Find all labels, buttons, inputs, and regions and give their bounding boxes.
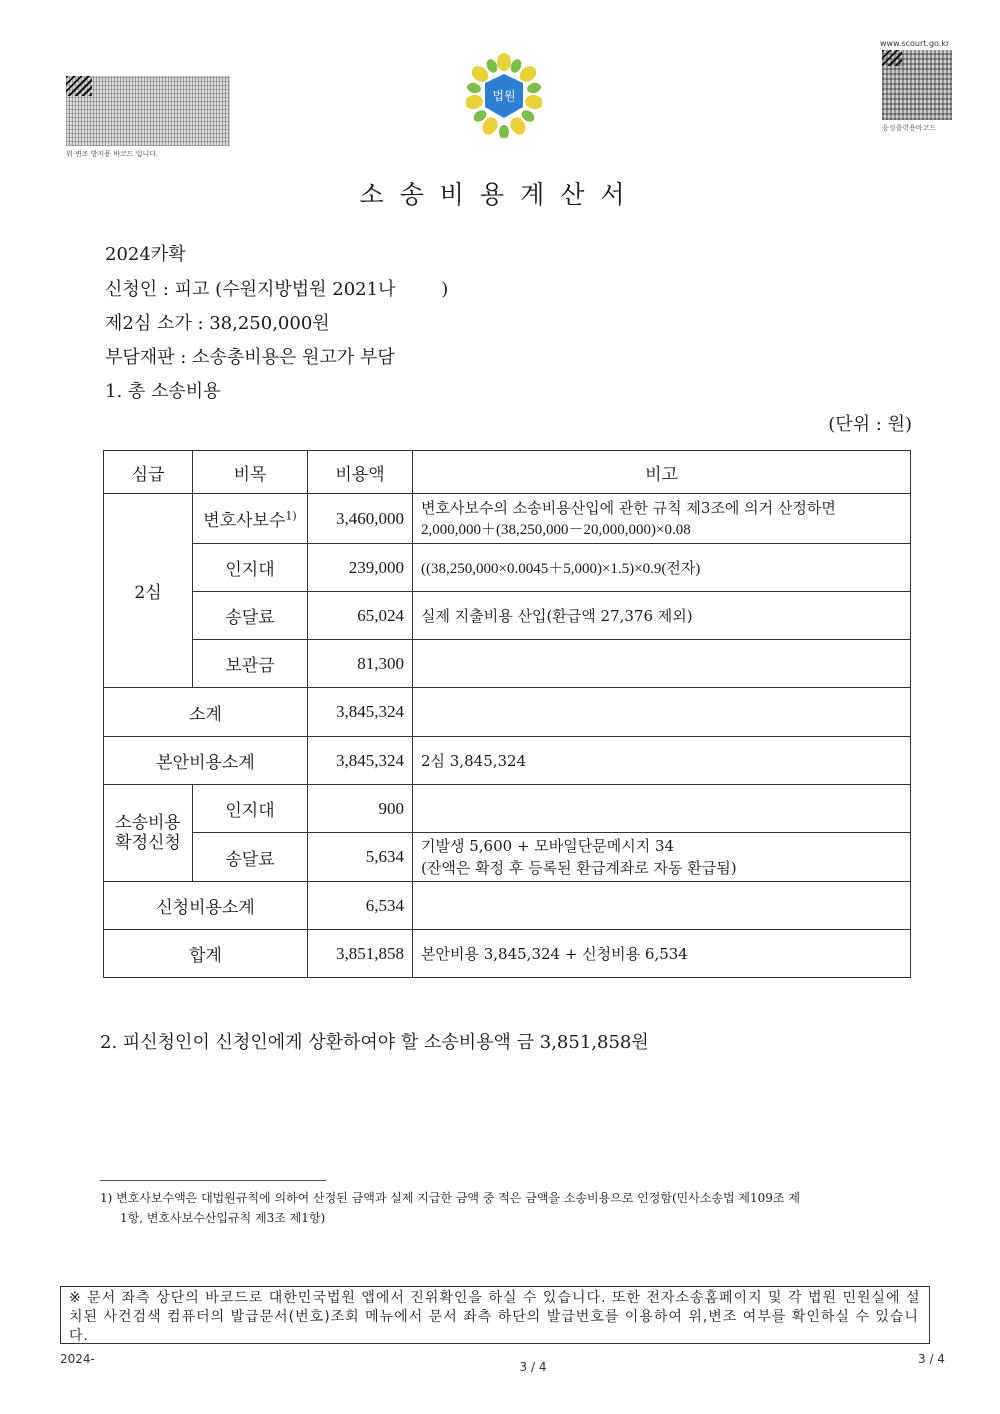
- total-row: [104, 930, 911, 978]
- total-note: 본안비용 3,845,324 + 신청비용 6,534: [413, 930, 911, 978]
- apply-subtotal-note: [413, 882, 911, 930]
- court-emblem-icon: [466, 52, 542, 138]
- unit-label: (단위 : 원): [828, 414, 912, 435]
- table-row: [104, 833, 911, 882]
- subtotal-note: [413, 688, 911, 737]
- table-row: [104, 640, 911, 688]
- court-url: www.scourt.go.kr: [880, 39, 950, 48]
- footnote-divider: [100, 1180, 326, 1181]
- note-cell: [413, 494, 911, 544]
- amount-cell: 900: [308, 785, 413, 833]
- note-cell: [413, 833, 911, 882]
- footnote: [100, 1188, 914, 1228]
- claim-value-line: 제2심 소가 : 38,250,000원: [105, 313, 330, 334]
- main-subtotal-row: [104, 737, 911, 785]
- table-row: [104, 592, 911, 640]
- header-note: 비고: [413, 451, 911, 494]
- apply-subtotal-label: 신청비용소계: [104, 882, 308, 930]
- subtotal-row: [104, 688, 911, 737]
- item-cell: [193, 494, 308, 544]
- qr-caption: 음성출력용바코드: [882, 124, 937, 132]
- confirm-label: 소송비용 확정신청: [104, 785, 193, 882]
- page-number-center: 3 / 4: [519, 1360, 547, 1374]
- table-row: [104, 544, 911, 592]
- apply-subtotal-row: [104, 882, 911, 930]
- item-cell: 인지대: [193, 544, 308, 592]
- burden-line: 부담재판 : 소송총비용은 원고가 부담: [105, 347, 395, 368]
- total-label: 합계: [104, 930, 308, 978]
- barcode-caption: 위·변조 방지용 바코드 입니다.: [66, 150, 159, 158]
- amount-cell: 239,000: [308, 544, 413, 592]
- section-2-summary: 2. 피신청인이 신청인에게 상환하여야 할 소송비용액 금 3,851,858원: [100, 1032, 649, 1053]
- main-subtotal-label: 본안비용소계: [104, 737, 308, 785]
- footnote-line: 1) 변호사보수액은 대법원규칙에 의하여 산정된 금액과 실제 지급한 금액 중 적은 금액을 소송비용으로 인정함(민사소송법 제109조 제: [100, 1191, 800, 1205]
- subtotal-amount: 3,845,324: [308, 688, 413, 737]
- item-cell: 보관금: [193, 640, 308, 688]
- level-cell: 2심: [104, 494, 193, 688]
- table-row: [104, 494, 911, 544]
- cost-table: [103, 450, 911, 978]
- item-cell: 송달료: [193, 833, 308, 882]
- amount-cell: 3,460,000: [308, 494, 413, 544]
- header-level: 심급: [104, 451, 193, 494]
- table-row: [104, 785, 911, 833]
- header-item: 비목: [193, 451, 308, 494]
- note-cell: [413, 785, 911, 833]
- qr-corner-mark: [882, 50, 902, 66]
- note-line: 변호사보수의 소송비용산입에 관한 규칙 제3조에 의거 산정하면: [421, 498, 836, 517]
- section-1-heading: 1. 총 소송비용: [105, 381, 221, 402]
- apply-subtotal-amount: 6,534: [308, 882, 413, 930]
- main-subtotal-amount: 3,845,324: [308, 737, 413, 785]
- page-number-right: 3 / 4: [918, 1352, 945, 1366]
- total-amount: 3,851,858: [308, 930, 413, 978]
- document-title: 소송비용계산서: [359, 180, 641, 209]
- note-cell: 실제 지출비용 산입(환급액 27,376 제외): [413, 592, 911, 640]
- note-line: (잔액은 확정 후 등록된 환급계좌로 자동 환급됨): [421, 859, 737, 877]
- footnote-line: 1항, 변호사보수산입규칙 제3조 제1항): [120, 1211, 326, 1225]
- barcode-corner-mark: [66, 76, 92, 96]
- amount-cell: 81,300: [308, 640, 413, 688]
- note-line: 기발생 5,600 + 모바일단문메시지 34: [421, 837, 675, 855]
- issue-number: 2024-: [60, 1352, 95, 1366]
- table-header-row: [104, 451, 911, 494]
- note-formula: 2,000,000＋(38,250,000－20,000,000)×0.08: [421, 521, 691, 538]
- seal-text: 법원: [492, 89, 516, 103]
- amount-cell: 5,634: [308, 833, 413, 882]
- applicant-line: 신청인 : 피고 (수원지방법원 2021나 ): [105, 279, 449, 300]
- note-cell: ((38,250,000×0.0045＋5,000)×1.5)×0.9(전자): [413, 544, 911, 592]
- verification-notice: ※ 문서 좌측 상단의 바코드로 대한민국법원 앱에서 진위확인을 하실 수 있습니다. 또한 전자소송홈페이지 및 각 법원 민원실에 설치된 사건검색 컴퓨터의 발급문서(번호)조회 메뉴에서 문서 좌측 하단의 발급번호를 이용하여 위,변조 여부를 확인하실 수 있습니다.: [60, 1286, 930, 1344]
- header-amount: 비용액: [308, 451, 413, 494]
- case-number: 2024카확: [105, 244, 186, 265]
- item-cell: 송달료: [193, 592, 308, 640]
- item-label: 변호사보수: [203, 511, 286, 531]
- main-subtotal-note: 2심 3,845,324: [413, 737, 911, 785]
- subtotal-label: 소계: [104, 688, 308, 737]
- note-cell: [413, 640, 911, 688]
- footnote-ref: 1): [285, 509, 297, 523]
- item-cell: 인지대: [193, 785, 308, 833]
- amount-cell: 65,024: [308, 592, 413, 640]
